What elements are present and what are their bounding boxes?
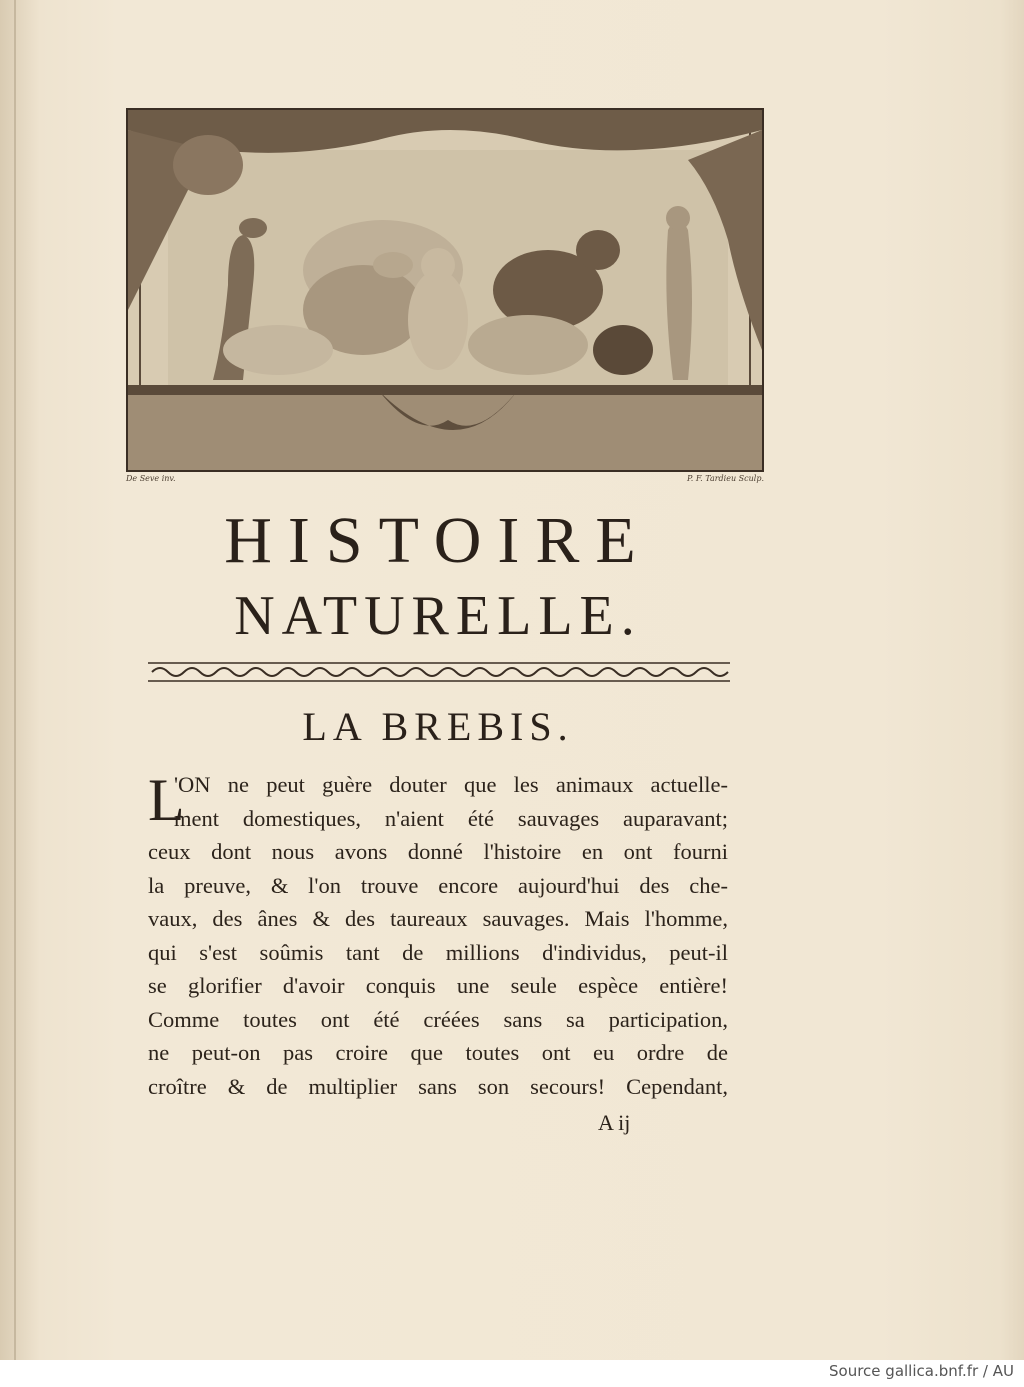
text-line: croître & de multiplier sans son secours! Cependant, (148, 1073, 728, 1099)
engraver-credit: P. F. Tardieu Sculp. (687, 474, 764, 483)
text-line: vaux, des ânes & des taureaux sauvages. Mais l'homme, (148, 906, 728, 931)
drop-cap: L (148, 767, 185, 833)
signature-mark: A ij (598, 1110, 631, 1135)
decorative-ornament-band (148, 660, 730, 684)
text-line: Comme toutes ont été créées sans sa participation, (148, 1006, 728, 1032)
text-line: la preuve, & l'on trouve encore aujourd'hui des che- (148, 872, 728, 898)
chapter-title: LA BREBIS. (302, 704, 574, 749)
body-paragraph (148, 768, 728, 1103)
text-line: 'ON ne peut guère douter que les animaux actuelle- (174, 772, 728, 797)
text-line: qui s'est soûmis tant de millions d'individus, peut-il (148, 939, 728, 965)
page-gutter-edge (14, 0, 16, 1360)
title-line-2: NATURELLE. (234, 585, 642, 647)
source-attribution: Source gallica.bnf.fr / AU (829, 1362, 1014, 1380)
text-line: ceux dont nous avons donné l'histoire en ont fourni (148, 839, 728, 864)
designer-credit: De Seve inv. (126, 474, 176, 483)
engraved-vignette (126, 108, 764, 472)
plate-credits (126, 474, 764, 488)
text-line: se glorifier d'avoir conquis une seule espèce entière! (148, 973, 728, 998)
text-line: ne peut-on pas croire que toutes ont eu ordre de (148, 1040, 728, 1065)
vignette-illustration (128, 110, 762, 470)
title-line-1: HISTOIRE (224, 504, 652, 577)
text-line: ment domestiques, n'aient été sauvages auparavant; (174, 805, 728, 831)
